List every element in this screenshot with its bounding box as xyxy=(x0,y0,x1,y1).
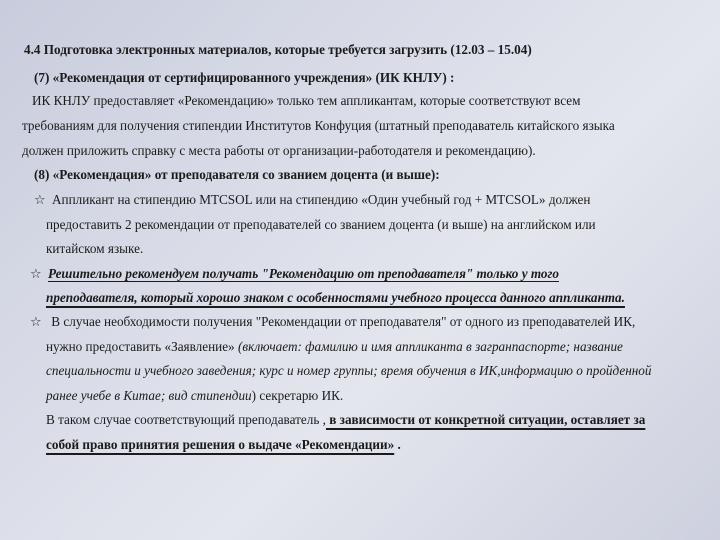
bullet-3-line: В случае необходимости получения "Рекомендации от преподавателя" от одного из преподавателей ИК, xyxy=(48,314,636,329)
section-title: 4.4 Подготовка электронных материалов, которые требуется загрузить (12.03 – 15.04) xyxy=(24,42,532,57)
final-paragraph-line xyxy=(46,437,401,453)
star-icon: ☆ xyxy=(34,193,46,208)
bullet-3-line xyxy=(46,388,343,404)
star-icon: ☆ xyxy=(30,267,42,282)
bullet-1-line: предоставить 2 рекомендации от преподавателей со званием доцента (и выше) на английском или xyxy=(46,217,596,232)
bullet-2-line: Решительно рекомендуем получать "Рекомендацию от преподавателя" только у того xyxy=(48,266,559,281)
bullet-3-italic-text: (включает: фамилию и имя аппликанта в загранпаспорте; название xyxy=(237,339,623,354)
item-8-heading: (8) «Рекомендация» от преподавателя со званием доцента (и выше): xyxy=(34,167,440,182)
bullet-2 xyxy=(30,266,559,283)
bullet-3-italic-text: ранее учебе в Китае; вид стипендии xyxy=(46,388,252,403)
final-paragraph-line xyxy=(46,412,645,428)
bullet-3 xyxy=(30,314,635,331)
bullet-3-line: специальности и учебного заведения; курс и номер группы; время обучения в ИК,информацию о пройденной xyxy=(46,363,652,378)
bullet-1 xyxy=(34,192,590,209)
item-7-para-line: ИК КНЛУ предоставляет «Рекомендацию» только тем аппликантам, которые соответствуют всем xyxy=(32,93,581,108)
bullet-3-text: ) секретарю ИК. xyxy=(251,388,344,403)
star-icon: ☆ xyxy=(30,315,42,330)
bullet-3-text: нужно предоставить «Заявление» xyxy=(46,339,238,354)
final-bold-text: собой право принятия решения о выдаче «Рекомендации» xyxy=(46,437,395,452)
item-7-para-line: требованиям для получения стипендии Институтов Конфуция (штатный преподаватель китайского языка xyxy=(22,118,615,133)
bullet-3-line xyxy=(46,339,623,355)
final-bold-text: в зависимости от конкретной ситуации, оставляет за xyxy=(325,412,646,427)
final-text: В таком случае соответствующий преподаватель , xyxy=(46,412,326,427)
bullet-1-line: китайском языке. xyxy=(46,241,144,256)
bullet-1-line: Аппликант на стипендию MTCSOL или на стипендию «Один учебный год + MTCSOL» должен xyxy=(52,192,591,207)
item-7-heading: (7) «Рекомендация от сертифицированного учреждения» (ИК КНЛУ) : xyxy=(34,70,455,85)
final-text: . xyxy=(394,437,401,452)
bullet-2-line: преподавателя, который хорошо знаком с особенностями учебного процесса данного аппликанта. xyxy=(46,290,625,305)
item-7-para-line: должен приложить справку с места работы от организации-работодателя и рекомендацию). xyxy=(22,143,536,158)
